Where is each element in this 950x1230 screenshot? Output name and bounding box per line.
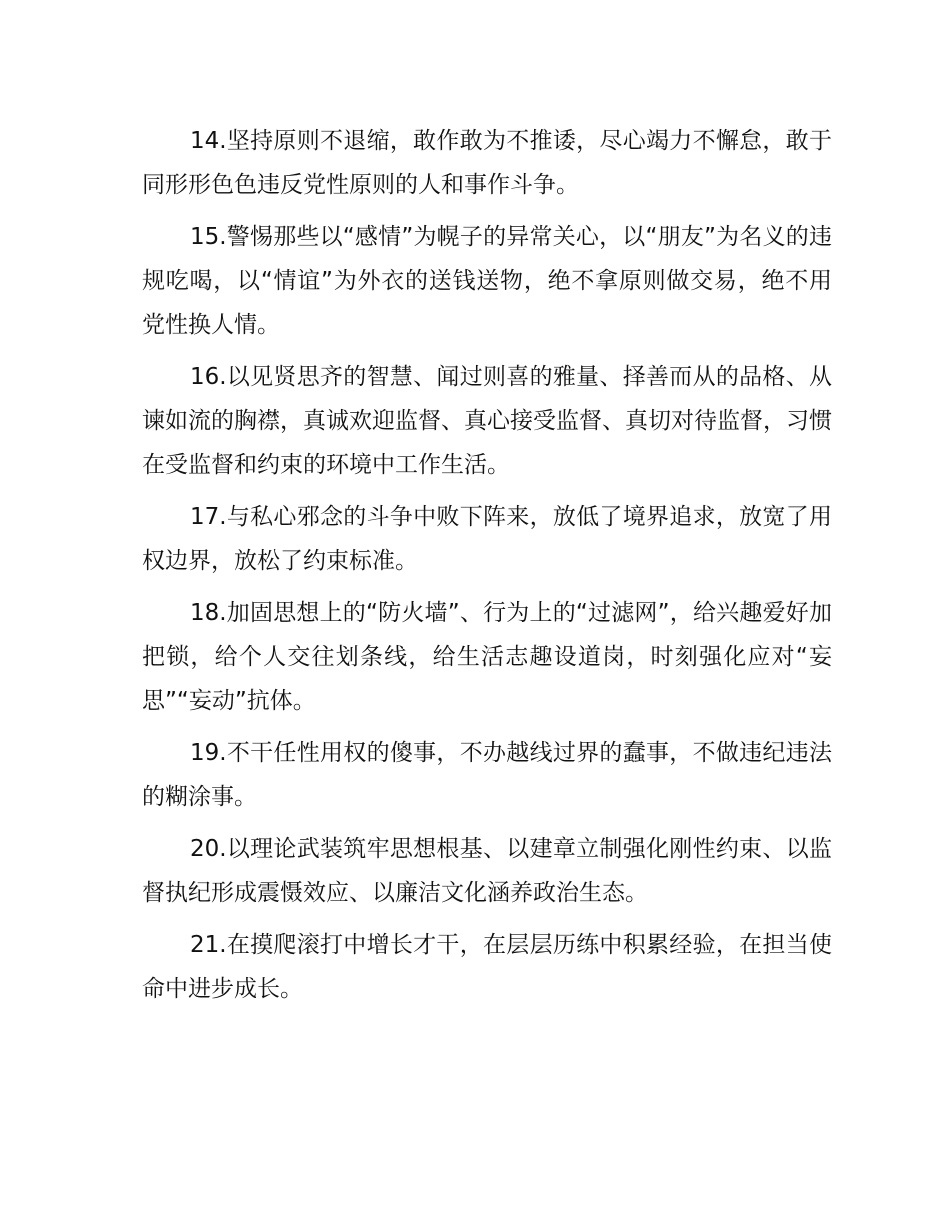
paragraph-21: 21.在摸爬滚打中增长才干，在层层历练中积累经验，在担当使命中进步成长。 [142,932,832,1002]
paragraph-20: 20.以理论武装筑牢思想根基、以建章立制强化刚性约束、以监督执纪形成震慑效应、以廉洁文化涵养政治生态。 [142,836,832,906]
paragraph-16: 16.以见贤思齐的智慧、闻过则喜的雅量、择善而从的品格、从谏如流的胸襟，真诚欢迎监督、真心接受监督、真切对待监督，习惯在受监督和约束的环境中工作生活。 [142,364,832,478]
paragraph-17: 17.与私心邪念的斗争中败下阵来，放低了境界追求，放宽了用权边界，放松了约束标准。 [142,504,832,574]
paragraph-14: 14.坚持原则不退缩，敢作敢为不推诿，尽心竭力不懈怠，敢于同形形色色违反党性原则的人和事作斗争。 [142,128,832,198]
paragraph-19: 19.不干任性用权的傻事，不办越线过界的蠢事，不做违纪违法的糊涂事。 [142,740,832,810]
paragraph-18: 18.加固思想上的“防火墙”、行为上的“过滤网”，给兴趣爱好加把锁，给个人交往划条线，给生活志趣设道岗，时刻强化应对“妄思”“妄动”抗体。 [142,600,832,714]
paragraph-15: 15.警惕那些以“感情”为幌子的异常关心，以“朋友”为名义的违规吃喝，以“情谊”为外衣的送钱送物，绝不拿原则做交易，绝不用党性换人情。 [142,224,832,338]
document-body [142,119,832,1019]
